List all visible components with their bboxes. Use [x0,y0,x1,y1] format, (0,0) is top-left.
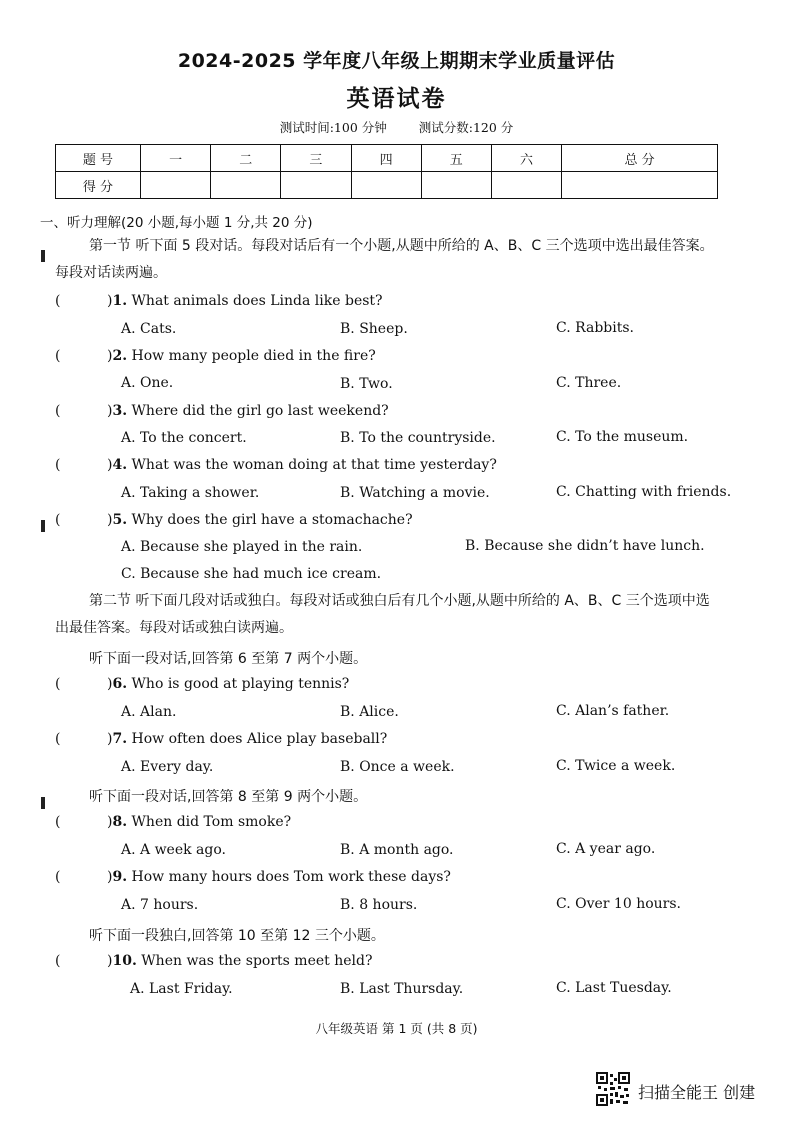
option-c: C. Over 10 hours. [556,896,681,912]
exam-subtitle: 英语试卷 [346,86,447,112]
score-input-cell[interactable] [211,172,281,199]
score-input-cell[interactable] [141,172,211,199]
option-b: B. Last Thursday. [340,981,464,997]
listening-note: 听下面一段独白,回答第 10 至第 12 三个小题。 [89,928,385,944]
question-8: ( )8. When did Tom smoke? [55,814,292,830]
qr-code-icon [596,1072,630,1106]
answer-blank[interactable]: ( [55,676,61,692]
option-a: A. Every day. [121,759,214,775]
listening-note: 听下面一段对话,回答第 6 至第 7 两个小题。 [89,651,368,667]
option-c: C. A year ago. [556,841,656,857]
scan-mark [41,250,45,262]
option-c: C. Alan’s father. [556,703,670,719]
question-text: Why does the girl have a stomachache? [131,512,413,528]
question-text: When did Tom smoke? [131,814,292,830]
answer-blank[interactable]: ( [55,348,61,364]
question-text: Where did the girl go last weekend? [131,403,389,419]
section-heading: 一、听力理解(20 小题,每小题 1 分,共 20 分) [40,215,313,231]
listening-note: 听下面一段对话,回答第 8 至第 9 两个小题。 [89,789,368,805]
question-2: ( )2. How many people died in the fire? [55,348,376,364]
score-cell: 五 [421,145,491,172]
answer-blank[interactable]: ( [55,869,61,885]
scan-mark [41,520,45,532]
option-a: A. To the concert. [121,430,247,446]
question-text: How many people died in the fire? [131,348,376,364]
answer-blank[interactable]: ( [55,953,61,969]
question-text: Who is good at playing tennis? [131,676,350,692]
test-score: 测试分数:120 分 [418,120,514,135]
exam-meta [0,118,793,136]
option-a: A. Cats. [121,321,177,337]
option-c: C. Last Tuesday. [556,980,672,996]
score-row-label: 得 分 [56,172,141,199]
option-c: C. Because she had much ice cream. [121,566,382,582]
page-footer: 八年级英语 第 1 页 (共 8 页) [315,1021,478,1036]
option-b: B. To the countryside. [340,430,496,446]
part1-instructions: 第一节 听下面 5 段对话。每段对话后有一个小题,从题中所给的 A、B、C 三个选项中选出最佳答案。每段对话读两遍。 [55,238,714,281]
option-a: A. Taking a shower. [121,485,260,501]
option-c: C. Twice a week. [556,758,676,774]
scan-mark [41,797,45,809]
question-5: ( )5. Why does the girl have a stomachache? [55,512,413,528]
answer-blank[interactable]: ( [55,293,61,309]
option-c: C. Three. [556,375,622,391]
question-4: ( )4. What was the woman doing at that time yesterday? [55,457,497,473]
test-time: 测试时间:100 分钟 [279,120,387,135]
answer-blank[interactable]: ( [55,731,61,747]
option-b: B. Two. [340,376,393,392]
score-cell: 四 [351,145,421,172]
score-cell: 题 号 [56,145,141,172]
option-b: B. Because she didn’t have lunch. [465,538,705,554]
option-a: A. A week ago. [121,842,226,858]
answer-blank[interactable]: ( [55,814,61,830]
score-input-cell[interactable] [491,172,561,199]
option-a: A. Because she played in the rain. [121,539,363,555]
scanner-watermark: 扫描全能王 创建 [638,1083,756,1102]
question-text: How many hours does Tom work these days? [131,869,451,885]
score-input-cell[interactable] [351,172,421,199]
option-a: A. One. [121,375,174,391]
question-3: ( )3. Where did the girl go last weekend? [55,403,389,419]
question-text: When was the sports meet held? [141,953,373,969]
exam-title: 2024-2025 学年度八年级上期期末学业质量评估 [177,50,616,72]
option-a: A. Last Friday. [130,981,233,997]
question-text: What was the woman doing at that time yesterday? [131,457,497,473]
option-a: A. Alan. [121,704,177,720]
question-10: ( )10. When was the sports meet held? [55,953,373,969]
option-b: B. Watching a movie. [340,485,490,501]
score-table-header-row [56,145,718,172]
answer-blank[interactable]: ( [55,512,61,528]
score-input-cell[interactable] [421,172,491,199]
option-b: B. 8 hours. [340,897,418,913]
option-c: C. Chatting with friends. [556,484,732,500]
question-text: What animals does Linda like best? [131,293,383,309]
question-9: ( )9. How many hours does Tom work these days? [55,869,451,885]
option-b: B. Once a week. [340,759,455,775]
score-cell: 二 [211,145,281,172]
question-7: ( )7. How often does Alice play baseball? [55,731,388,747]
answer-blank[interactable]: ( [55,403,61,419]
score-cell: 三 [281,145,351,172]
option-c: C. Rabbits. [556,320,634,336]
question-text: How often does Alice play baseball? [131,731,388,747]
option-b: B. A month ago. [340,842,454,858]
option-b: B. Sheep. [340,321,408,337]
option-a: A. 7 hours. [121,897,199,913]
score-cell: 六 [491,145,561,172]
score-table [55,144,718,199]
part2-instructions: 第二节 听下面几段对话或独白。每段对话或独白后有几个小题,从题中所给的 A、B、C 三个选项中选出最佳答案。每段对话或独白读两遍。 [55,593,710,636]
score-input-cell[interactable] [281,172,351,199]
score-input-cell[interactable] [562,172,718,199]
option-b: B. Alice. [340,704,399,720]
answer-blank[interactable]: ( [55,457,61,473]
question-6: ( )6. Who is good at playing tennis? [55,676,350,692]
option-c: C. To the museum. [556,429,689,445]
score-table-score-row [56,172,718,199]
score-cell: 总 分 [562,145,718,172]
score-cell: 一 [141,145,211,172]
question-1: ( )1. What animals does Linda like best? [55,293,383,309]
